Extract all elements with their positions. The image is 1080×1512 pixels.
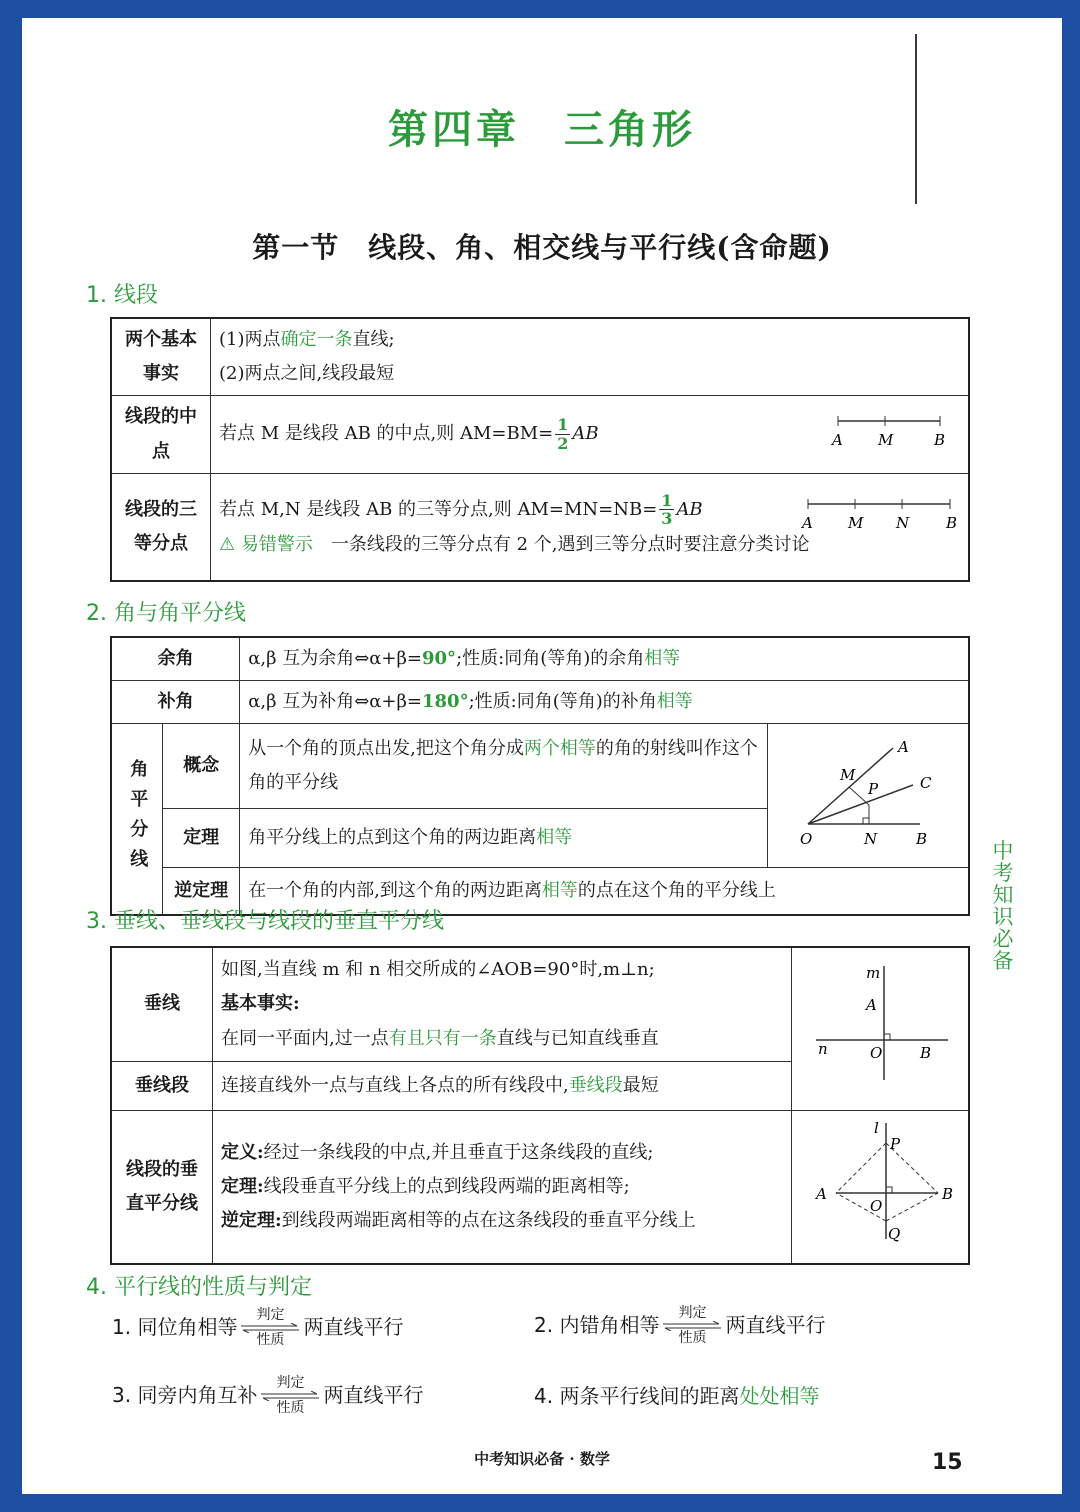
supplementary-content: α,β 互为补角⇔α+β=180°;性质:同角(等角)的补角相等 [240,681,969,724]
parallel-item-1: 1. 同位角相等 判定 性质两直线平行 [112,1307,404,1349]
complementary-content: α,β 互为余角⇔α+β=90°;性质:同角(等角)的余角相等 [240,637,969,681]
fraction-third: $\frac{1}{3}$ [661,490,673,529]
parallel-item-4: 4. 两条平行线间的距离处处相等 [534,1384,820,1408]
section-title: 第一节 线段、角、相交线与平行线(含命题) [252,231,832,264]
perpendicular-table [110,946,970,1265]
fig-perp-A: A [866,996,877,1014]
fig-pb-O: O [870,1197,883,1216]
fig-pb-A: A [816,1185,827,1204]
segment-table [110,317,970,582]
fraction-half: $\frac{1}{2}$ [557,415,569,454]
fig-pb-Q: Q [888,1225,901,1244]
perpendicular-figure [792,948,968,1098]
label-concept: 概念 [163,724,240,808]
chapter-title: 第四章 三角形 [388,107,696,153]
perpendicular-content: 如图,当直线 m 和 n 相交所成的∠AOB=90°时,m⊥n; 基本事实: 在同一平面内,过一点有且只有一条直线与已知直线垂直 [213,947,792,1062]
fig-perp-B: B [920,1044,932,1062]
double-arrow-icon: 判定 性质 [258,1376,322,1417]
perp-bisector-figure-cell [792,1111,970,1265]
concept-content: 从一个角的顶点出发,把这个角分成两个相等的角的射线叫作这个角的平分线 [240,724,768,808]
perpendicular-figure-cell [792,947,970,1111]
heading-parallel: 4. 平行线的性质与判定 [86,1275,312,1300]
double-arrow-icon: 判定 性质 [660,1306,724,1347]
label-theorem: 定理 [163,808,240,867]
page [22,18,1062,1494]
fig-angle-B: B [916,830,928,849]
fig-perp-O: O [870,1044,883,1062]
side-label: 中考知识必备 [992,839,1014,974]
fig-angle-O: O [800,830,813,849]
fig-pb-P: P [890,1135,901,1154]
label-perp-bisector: 线段的垂直平分线 [111,1111,213,1265]
fig1-B: B [934,431,946,450]
page-number: 15 [932,1450,963,1475]
fig-angle-C: C [920,774,932,793]
fig1-A: A [832,431,843,450]
label-supplementary: 补角 [111,681,240,724]
fig-angle-M: M [840,766,856,785]
fig2-A: A [802,513,813,532]
warning-icon: ⚠ [219,534,236,555]
midpoint-figure [830,403,950,453]
perp-bisector-content: 定义:经过一条线段的中点,并且垂直于这条线段的直线; 定理:线段垂直平分线上的点到线段两端的距离相等; 逆定理:到线段两端距离相等的点在这条线段的垂直平分线上 [213,1111,792,1265]
warning-label: 易错警示 [240,534,313,555]
bisector-figure-cell [768,724,970,867]
converse-content: 在一个角的内部,到这个角的两边距离相等的点在这个角的平分线上 [240,867,969,915]
fig2-M: M [848,513,864,532]
fig2-B: B [946,513,958,532]
fig-perp-m: m [866,964,881,982]
parallel-item-3: 3. 同旁内角互补 判定 性质两直线平行 [112,1375,424,1417]
basic-facts-content: (1)两点确定一条直线; (2)两点之间,线段最短 [211,318,970,396]
fig-angle-A: A [898,738,909,757]
bisector-figure [768,724,968,854]
angle-table [110,636,970,916]
label-perpendicular: 垂线 [111,947,213,1062]
fig2-N: N [896,513,910,532]
label-converse: 逆定理 [163,867,240,915]
midpoint-content: 若点 M 是线段 AB 的中点,则 AM=BM= $\frac{1}{2}$ AB [211,396,823,473]
label-perp-segment: 垂线段 [111,1062,213,1111]
heading-segment: 1. 线段 [86,283,158,308]
theorem-content: 角平分线上的点到这个角的两边距离相等 [240,808,768,867]
fig-angle-N: N [864,830,878,849]
fig1-M: M [878,431,894,450]
fig-perp-n: n [818,1040,828,1058]
label-basic-facts: 两个基本事实 [111,318,211,396]
parallel-item-2: 2. 内错角相等 判定 性质两直线平行 [534,1305,826,1347]
trisection-figure [800,486,960,536]
label-complementary: 余角 [111,637,240,681]
label-bisector-group: 角平分线 [111,724,163,915]
double-arrow-icon: 判定 性质 [238,1308,302,1349]
footer: 中考知识必备 · 数学 [474,1450,610,1468]
fig-angle-P: P [868,780,879,799]
fig-pb-l: l [874,1119,879,1138]
trisection-content: 若点 M,N 是线段 AB 的三等分点,则 AM=MN=NB= $\frac{1}{3}$ AB ⚠ 易错警示 一条线段的三等分点有 2 个,遇到三等分点时要注意分类讨论 A M N B [211,473,970,581]
label-trisection: 线段的三等分点 [111,473,211,581]
perp-bisector-figure [792,1111,968,1251]
fig-pb-B: B [942,1185,954,1204]
heading-angle: 2. 角与角平分线 [86,601,246,626]
perp-segment-content: 连接直线外一点与直线上各点的所有线段中,垂线段最短 [213,1062,792,1111]
midpoint-figure-cell [822,396,969,473]
label-midpoint: 线段的中点 [111,396,211,473]
heading-perpendicular: 3. 垂线、垂线段与线段的垂直平分线 [86,909,444,934]
